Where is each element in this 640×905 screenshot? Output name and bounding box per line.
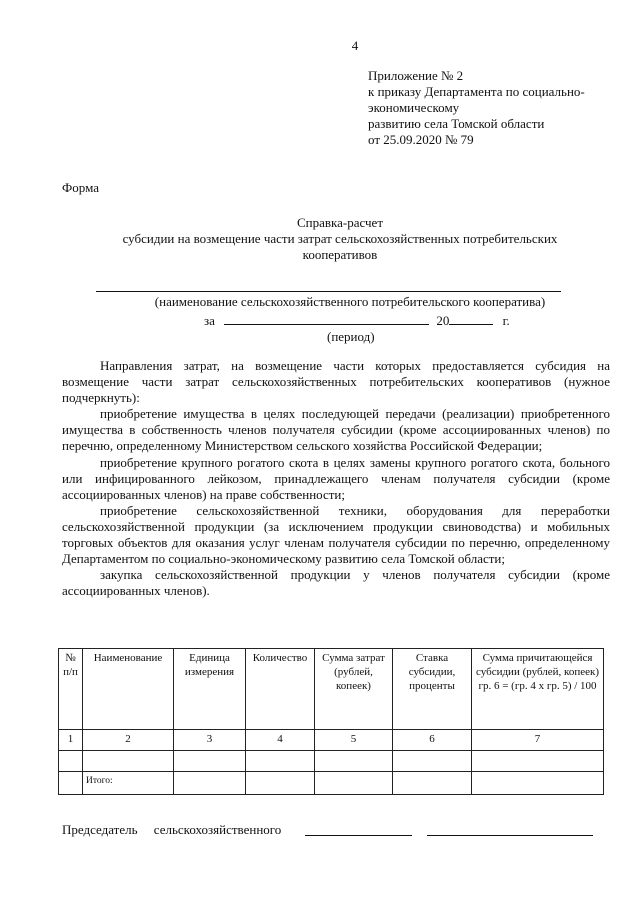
column-number: 4 bbox=[246, 730, 315, 751]
appendix-line: к приказу Департамента по социально- bbox=[368, 84, 585, 99]
column-number: 3 bbox=[174, 730, 246, 751]
column-number: 1 bbox=[59, 730, 83, 751]
organization-name-blank[interactable] bbox=[96, 291, 561, 292]
appendix-block bbox=[368, 68, 585, 148]
period-prefix: за bbox=[204, 313, 215, 328]
signature-blank[interactable] bbox=[305, 835, 412, 836]
column-number: 5 bbox=[315, 730, 393, 751]
empty-cell[interactable] bbox=[174, 772, 246, 795]
appendix-line: развитию села Томской области bbox=[368, 116, 545, 131]
document-title bbox=[60, 215, 620, 263]
empty-cell bbox=[59, 772, 83, 795]
appendix-line: Приложение № 2 bbox=[368, 68, 464, 83]
period-blank[interactable] bbox=[224, 312, 429, 325]
total-row bbox=[59, 772, 604, 795]
paragraph: приобретение имущества в целях последующей передачи (реализации) приобретенного имущества в собственность членов получателя субсидии (кроме ассоциированных членов) по перечню, определенному Министерством сельского хозяйства Российской Федерации; bbox=[62, 406, 610, 454]
paragraph: закупка сельскохозяйственной продукции у членов получателя субсидии (кроме ассоциированных членов). bbox=[62, 567, 610, 599]
appendix-line: экономическому bbox=[368, 100, 460, 115]
header-cell: Количество bbox=[246, 649, 315, 730]
organization-caption: (наименование сельскохозяйственного потребительского кооператива) bbox=[154, 294, 546, 309]
signature-name-blank[interactable] bbox=[427, 835, 593, 836]
title-line: субсидии на возмещение части затрат сельскохозяйственных потребительских bbox=[122, 231, 558, 246]
empty-cell[interactable] bbox=[246, 751, 315, 772]
calculation-table bbox=[58, 648, 604, 795]
empty-cell[interactable] bbox=[315, 772, 393, 795]
header-cell: № п/п bbox=[59, 649, 83, 730]
header-cell: Сумма затрат (рублей, копеек) bbox=[315, 649, 393, 730]
header-cell: Ставка субсидии, проценты bbox=[393, 649, 472, 730]
empty-cell[interactable] bbox=[315, 751, 393, 772]
column-number: 2 bbox=[83, 730, 174, 751]
column-number-row bbox=[59, 730, 604, 751]
header-cell: Наименование bbox=[83, 649, 174, 730]
period-row bbox=[204, 312, 510, 329]
signature-label: Председатель сельскохозяйственного bbox=[62, 822, 282, 837]
empty-cell[interactable] bbox=[472, 751, 604, 772]
paragraph: Направления затрат, на возмещение части которых предоставляется субсидия на возмещение части затрат сельскохозяйственных потребительских кооперативов (нужное подчеркнуть): bbox=[62, 358, 610, 406]
title-line: Справка-расчет bbox=[296, 215, 384, 230]
period-caption: (период) bbox=[327, 329, 375, 344]
table-row bbox=[59, 751, 604, 772]
column-number: 6 bbox=[393, 730, 472, 751]
directions-text bbox=[62, 358, 610, 599]
total-label: Итого: bbox=[83, 772, 174, 795]
paragraph: приобретение крупного рогатого скота в целях замены крупного рогатого скота, больного или инфицированного лейкозом, принадлежащего членам получателя субсидии (кроме ассоциированных членов) на праве собственности; bbox=[62, 454, 610, 502]
empty-cell[interactable] bbox=[472, 772, 604, 795]
empty-cell[interactable] bbox=[59, 751, 83, 772]
form-label: Форма bbox=[62, 180, 99, 195]
paragraph: приобретение сельскохозяйственной техники, оборудования для переработки сельскохозяйственной продукции (за исключением продукции свиноводства) и мобильных торговых объектов для оказания услуг членам получателя субсидии по перечню, определенному Департаментом по социально-экономическому развитию села Томской области; bbox=[62, 502, 610, 567]
empty-cell[interactable] bbox=[246, 772, 315, 795]
empty-cell[interactable] bbox=[393, 751, 472, 772]
empty-cell[interactable] bbox=[393, 772, 472, 795]
period-year-prefix: 20 bbox=[436, 313, 450, 328]
period-year-blank[interactable] bbox=[449, 312, 493, 325]
page-number: 4 bbox=[351, 38, 359, 53]
empty-cell[interactable] bbox=[174, 751, 246, 772]
table-header-row bbox=[59, 649, 604, 730]
empty-cell[interactable] bbox=[83, 751, 174, 772]
period-suffix: г. bbox=[502, 313, 510, 328]
column-number: 7 bbox=[472, 730, 604, 751]
header-cell: Сумма причитающейся субсидии (рублей, копеек) гр. 6 = (гр. 4 x гр. 5) / 100 bbox=[472, 649, 604, 730]
header-cell: Единица измерения bbox=[174, 649, 246, 730]
appendix-line: от 25.09.2020 № 79 bbox=[368, 132, 474, 147]
title-line: кооперативов bbox=[302, 247, 378, 262]
